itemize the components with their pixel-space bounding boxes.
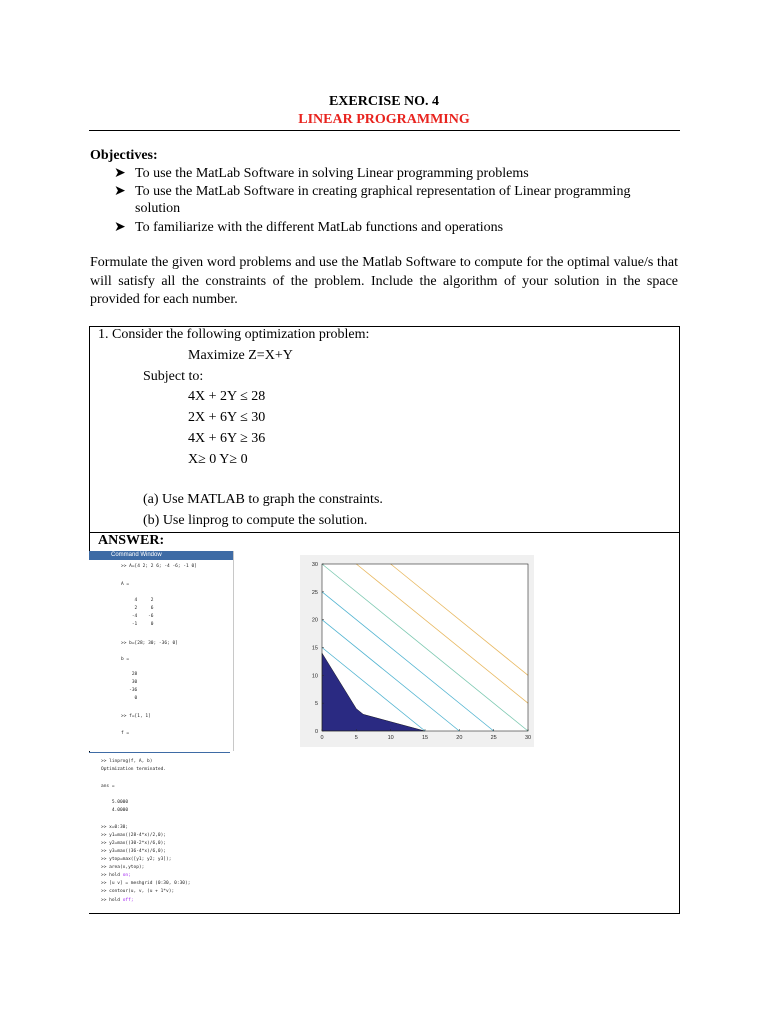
code-line: >> ytop=max([y1; y2; y3]); <box>101 857 172 862</box>
code-line: 28 <box>121 672 138 677</box>
y-tick-label: 25 <box>311 589 318 596</box>
constraint-3: 4X + 6Y ≥ 36 <box>188 431 266 446</box>
code-line: 4 2 <box>121 598 154 603</box>
y-tick-label: 0 <box>314 729 318 735</box>
subject-to-label: Subject to: <box>143 369 204 384</box>
constraint-nonneg: X≥ 0 Y≥ 0 <box>188 452 248 467</box>
code-line: 0 <box>121 696 138 701</box>
arrow-bullet-icon: ➤ <box>114 166 126 181</box>
part-b: (b) Use linprog to compute the solution. <box>143 513 368 528</box>
y-tick-label: 10 <box>311 673 318 680</box>
code-line: A = <box>121 582 130 587</box>
code-line: >> x=0:30; <box>101 825 129 830</box>
command-window-title: Command Window <box>89 551 233 560</box>
y-tick-label: 20 <box>311 617 318 624</box>
code-line: >> area(x,ytop); <box>101 865 145 870</box>
code-line: >> linprog(f, A, b) <box>101 759 153 764</box>
arrow-bullet-icon: ➤ <box>114 220 126 235</box>
code-line: >> y2=max((30-2*x)/6,0); <box>101 841 167 846</box>
x-tick-label: 30 <box>524 735 532 741</box>
keyword-off: off; <box>122 898 134 903</box>
code-line: >> hold off; <box>101 898 134 903</box>
arrow-bullet-icon: ➤ <box>114 184 126 199</box>
code-line: >> [u v] = meshgrid (0:30, 0:30); <box>101 881 191 886</box>
objective-item: ➤ To use the MatLab Software in creating graphical representation of Linear programming <box>114 184 631 199</box>
code-line: b = <box>121 657 130 662</box>
table-divider <box>89 532 680 533</box>
header-rule <box>89 130 680 131</box>
x-tick-label: 10 <box>387 735 394 741</box>
code-line: -36 <box>121 688 138 693</box>
code-line: >> b=[28; 30; -36; 0] <box>121 641 178 646</box>
code-line: f = <box>121 731 130 736</box>
objective-function: Maximize Z=X+Y <box>188 348 293 363</box>
code-line: -4 -6 <box>121 614 154 619</box>
code-line: >> hold on; <box>101 873 131 878</box>
code-line: >> A=[4 2; 2 6; -4 -6; -1 0] <box>121 564 197 569</box>
problem-intro: 1. Consider the following optimization problem: <box>98 327 370 342</box>
code-line: 30 <box>121 680 138 685</box>
objective-item: ➤ To familiarize with the different MatLab functions and operations <box>114 220 504 235</box>
instructions-paragraph: Formulate the given word problems and use the Matlab Software to compute for the optimal value/s that will satisfy all the constraints of the problem. Include the algorithm of your solution in the space provided for each number. <box>90 255 678 307</box>
code-line: >> y3=max((36-4*x)/6,0); <box>101 849 167 854</box>
x-tick-label: 20 <box>456 735 463 741</box>
topic-title: LINEAR PROGRAMMING <box>298 112 470 127</box>
code-line: >> y1=max((28-4*x)/2,0); <box>101 833 167 838</box>
code-line: ans = <box>101 784 115 789</box>
objectives-heading: Objectives: <box>90 148 158 163</box>
code-line: -1 0 <box>121 622 154 627</box>
code-line: >> contour(u, v, (u + 1*v); <box>101 889 175 894</box>
objective-item: ➤ To use the MatLab Software in solving Linear programming problems <box>114 166 529 181</box>
constraint-plot <box>300 555 534 747</box>
y-tick-label: 5 <box>314 701 318 708</box>
constraint-2: 2X + 6Y ≤ 30 <box>188 410 266 425</box>
answer-label: ANSWER: <box>98 533 165 548</box>
x-tick-label: 0 <box>320 735 324 741</box>
part-a: (a) Use MATLAB to graph the constraints. <box>143 492 383 507</box>
objective-item-continued: solution <box>135 201 181 216</box>
x-tick-label: 15 <box>421 735 429 741</box>
command-window-screenshot <box>89 551 234 751</box>
x-tick-label: 25 <box>490 735 497 741</box>
exercise-title: EXERCISE NO. 4 <box>328 94 440 109</box>
y-tick-label: 30 <box>311 562 318 568</box>
code-line: 4.0000 <box>101 808 129 813</box>
y-tick-label: 15 <box>311 645 318 652</box>
constraint-1: 4X + 2Y ≤ 28 <box>188 389 266 404</box>
keyword-on: on; <box>122 873 131 878</box>
x-tick-label: 5 <box>354 735 358 741</box>
code-line: Optimization terminated. <box>101 767 167 772</box>
code-line: 2 6 <box>121 606 154 611</box>
linprog-window-screenshot <box>89 752 230 913</box>
code-line: 5.0000 <box>101 800 129 805</box>
matlab-figure <box>300 555 534 747</box>
code-line: >> f=[1, 1] <box>121 714 151 719</box>
